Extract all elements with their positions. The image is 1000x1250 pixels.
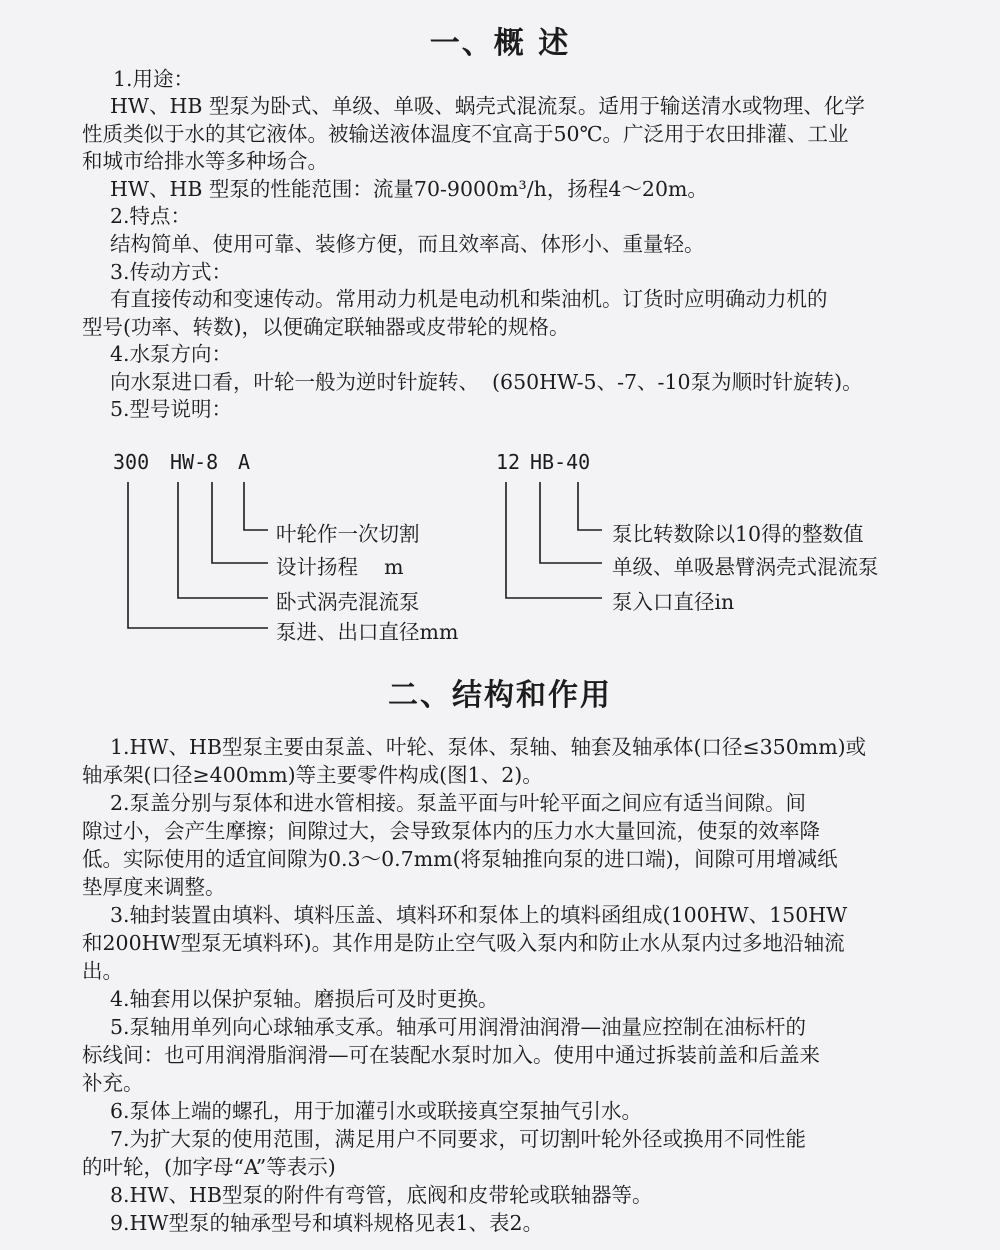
s2-line-4: 隙过小，会产生摩擦；间隙过大，会导致泵体内的压力水大量回流，使泵的效率降 [82,819,820,843]
model-left-label-3: 卧式涡壳混流泵 [276,590,420,614]
model-left-type: HW-8 [170,450,219,474]
s2-line-3: 2.泵盖分别与泵体和进水管相接。泵盖平面与叶轮平面之间应有适当间隙。间 [110,791,807,815]
s2-line-14: 6.泵体上端的螺孔，用于加灌引水或联接真空泵抽气引水。 [110,1099,643,1123]
s2-line-13: 补充。 [82,1071,144,1095]
s1-line-4: 和城市给排水等多种场合。 [82,149,328,173]
s1-line-1: 1.用途： [113,67,195,91]
s2-line-17: 8.HW、HB型泵的附件有弯管，底阀和皮带轮或联轴器等。 [110,1183,653,1207]
s2-line-1: 1.HW、HB型泵主要由泵盖、叶轮、泵体、泵轴、轴套及轴承体(口径≤350mm)或 [110,735,867,759]
s1-line-7: 结构简单、使用可靠、装修方便，而且效率高、体形小、重量轻。 [110,232,705,256]
s2-line-18: 9.HW型泵的轴承型号和填料规格见表1、表2。 [110,1211,544,1235]
s2-line-6: 垫厚度来调整。 [82,875,226,899]
s1-line-9: 有直接传动和变速传动。常用动力机是电动机和柴油机。订货时应明确动力机的 [110,287,828,311]
s2-line-2: 轴承架(口径≥400mm)等主要零件构成(图1、2)。 [82,763,543,787]
s1-line-13: 5.型号说明： [110,397,233,421]
s2-line-8: 和200HW型泵无填料环)。其作用是防止空气吸入泵内和防止水从泵内过多地沿轴流 [82,931,845,955]
model-right-label-3: 泵入口直径in [612,590,735,614]
model-right-label-2: 单级、单吸悬臂涡壳式混流泵 [612,555,879,579]
s1-line-12: 向水泵进口看，叶轮一般为逆时针旋转、 (650HW-5、-7、-10泵为顺时针旋转)。 [110,370,863,394]
model-right-size: 12 [496,450,521,474]
section-1-title: 一、概 述 [429,26,571,61]
s2-line-9: 出。 [82,959,123,983]
s1-line-10: 型号(功率、转数)，以便确定联轴器或皮带轮的规格。 [82,315,570,339]
s1-line-8: 3.传动方式： [110,260,233,284]
s1-line-2: HW、HB 型泵为卧式、单级、单吸、蜗壳式混流泵。适用于输送清水或物理、化学 [110,94,865,118]
s1-line-5: HW、HB 型泵的性能范围：流量70-9000m³/h，扬程4～20m。 [110,177,708,201]
model-left-size: 300 [113,450,150,474]
s2-line-12: 标线间：也可用润滑脂润滑—可在装配水泵时加入。使用中通过拆装前盖和后盖来 [82,1043,820,1067]
s1-line-6: 2.特点： [110,204,192,228]
model-left-label-1: 叶轮作一次切割 [276,522,420,546]
model-left-label-2: 设计扬程 m [276,555,404,579]
model-left-label-4: 泵进、出口直径mm [276,620,459,644]
s1-line-3: 性质类似于水的其它液体。被输送液体温度不宜高于50℃。广泛用于农田排灌、工业 [82,122,849,146]
s1-line-11: 4.水泵方向： [110,342,233,366]
s2-line-11: 5.泵轴用单列向心球轴承支承。轴承可用润滑油润滑—油量应控制在油标杆的 [110,1015,807,1039]
model-right-type: HB-40 [530,450,591,474]
s2-line-10: 4.轴套用以保护泵轴。磨损后可及时更换。 [110,987,499,1011]
model-right-label-1: 泵比转数除以10得的整数值 [612,522,864,546]
s2-line-5: 低。实际使用的适宜间隙为0.3～0.7mm(将泵轴推向泵的进口端)，间隙可用增减纸 [82,847,838,871]
s2-line-16: 的叶轮，(加字母“A”等表示) [82,1155,336,1179]
section-2-title: 二、结构和作用 [388,678,612,713]
model-left-suffix: A [238,450,251,474]
s2-line-7: 3.轴封装置由填料、填料压盖、填料环和泵体上的填料函组成(100HW、150HW [110,903,848,927]
s2-line-15: 7.为扩大泵的使用范围，满足用户不同要求，可切割叶轮外径或换用不同性能 [110,1127,807,1151]
